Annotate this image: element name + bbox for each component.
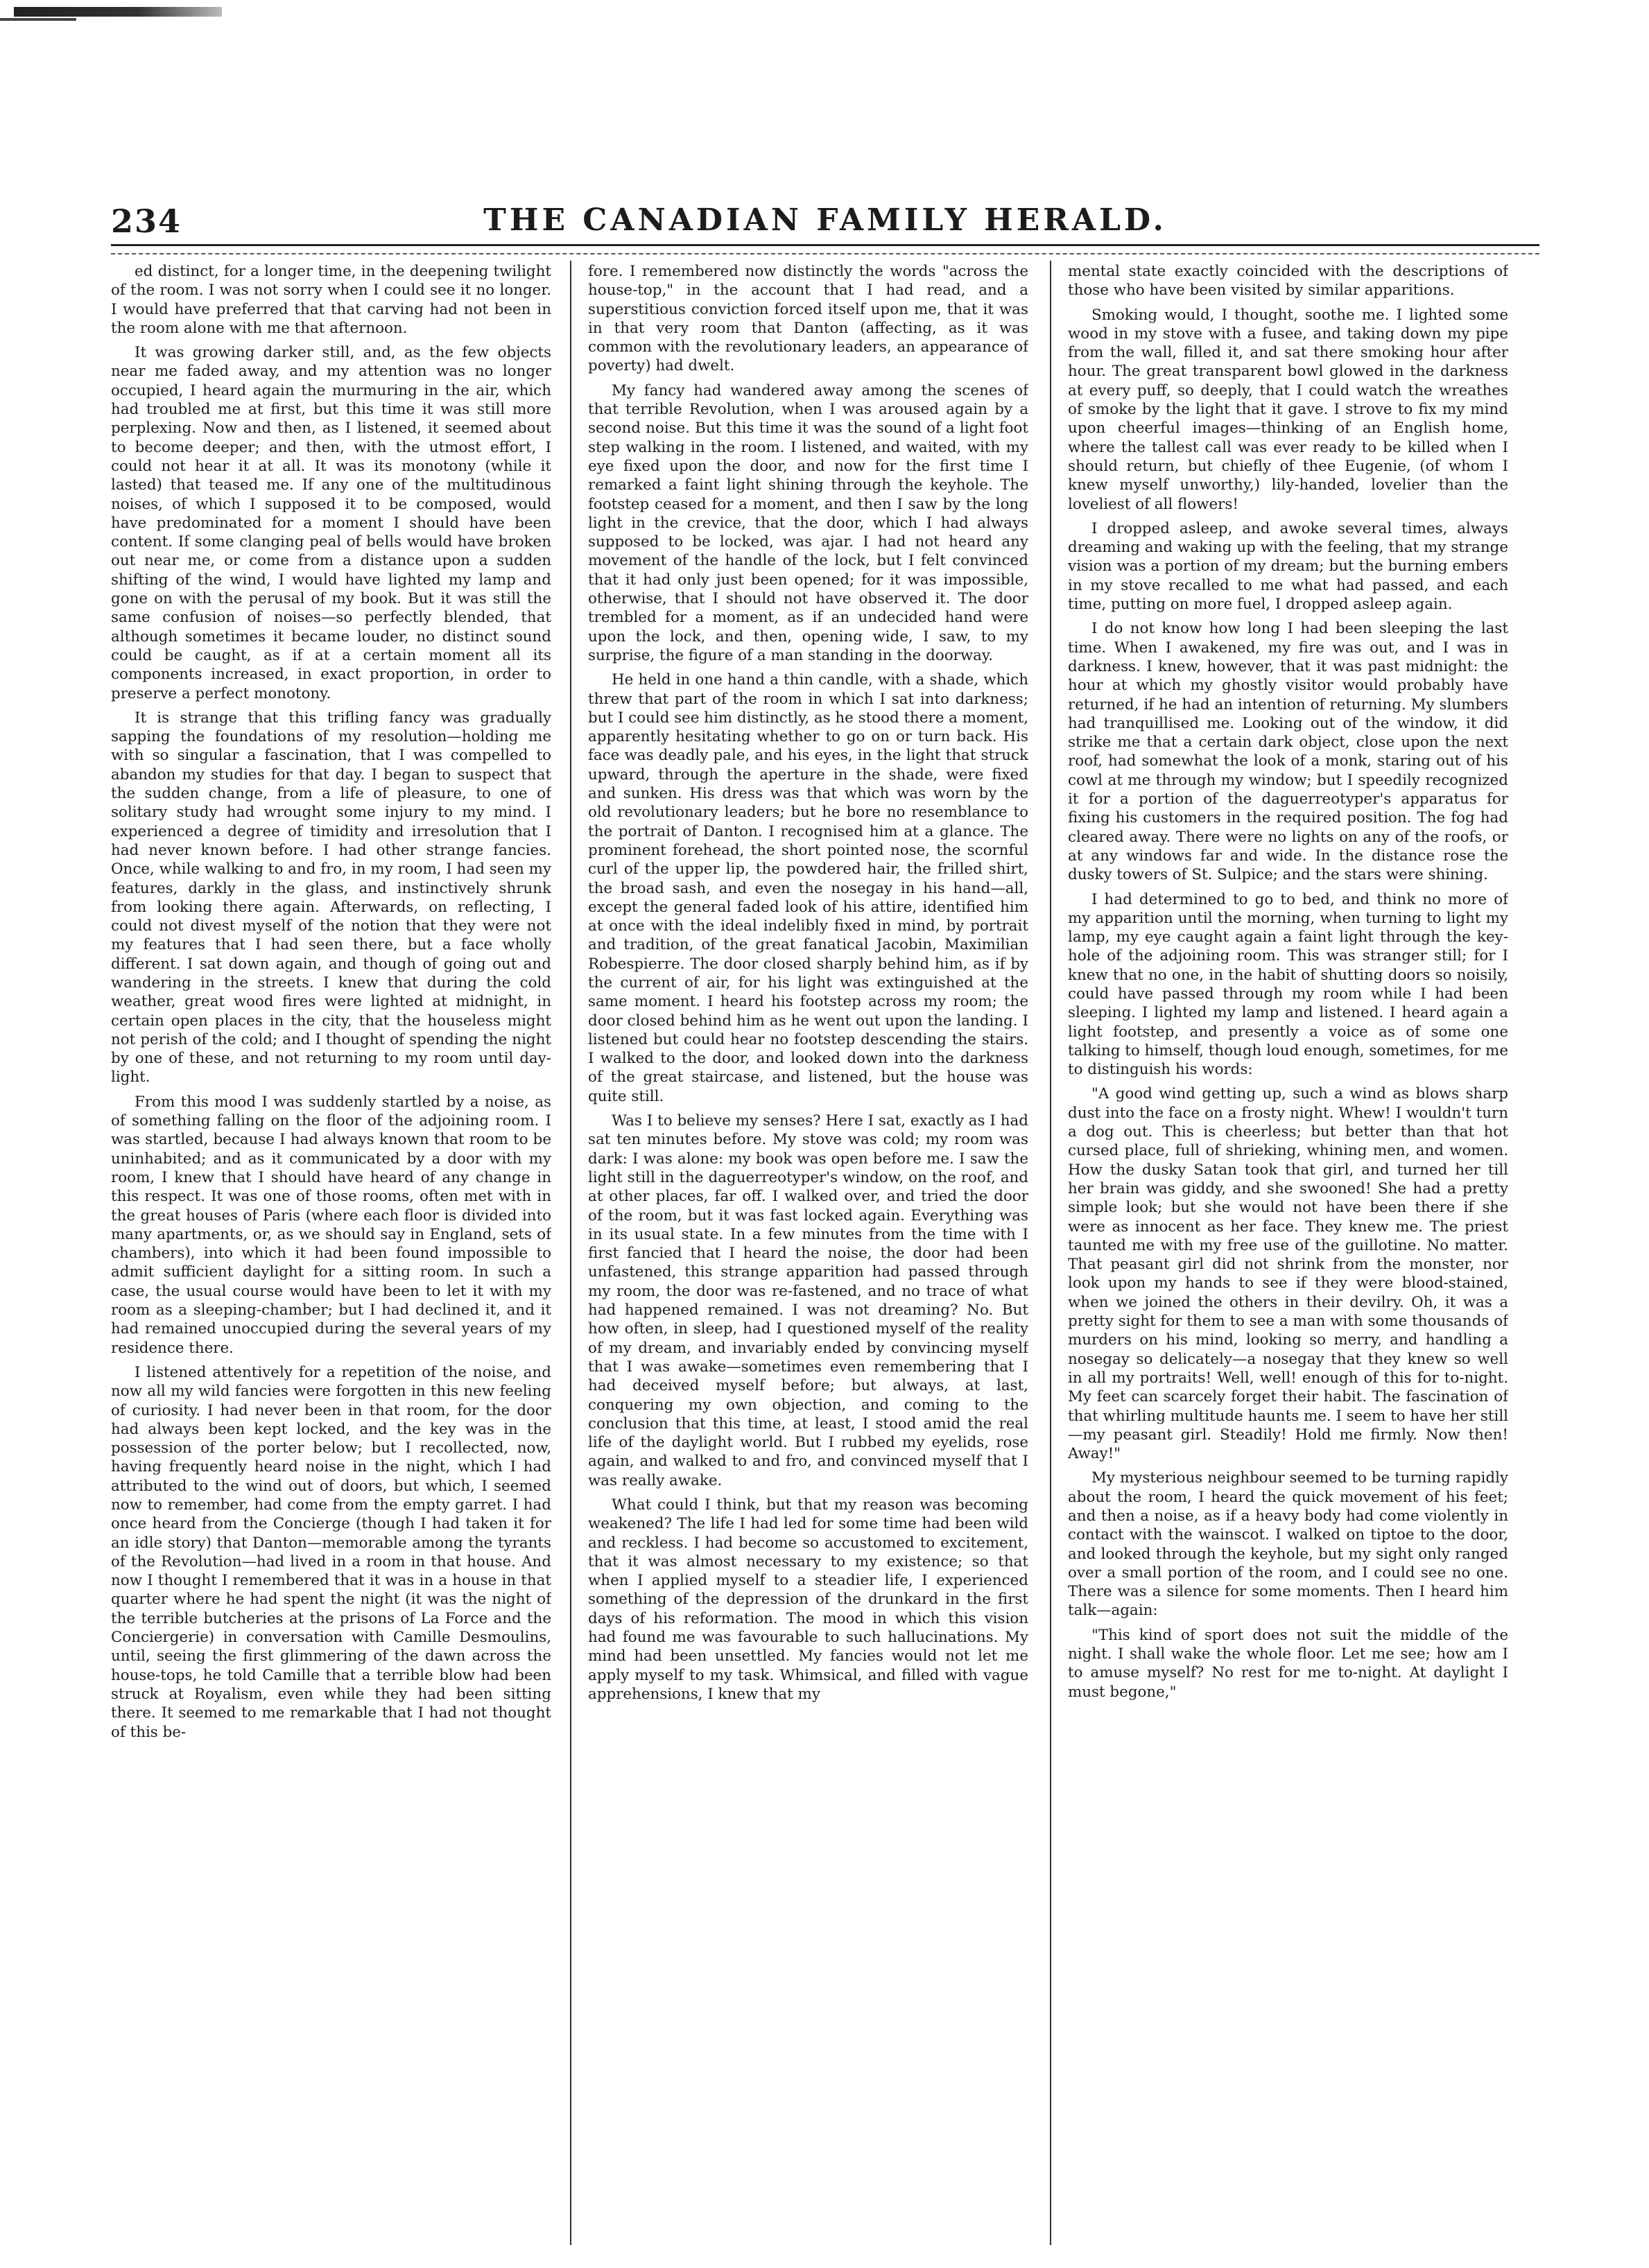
paragraph: My mysterious neighbour seemed to be turning rapidly about the room, I heard the quick movement of his feet; and then a noise, as if a heavy body had come violently in contact with the wainscot. I walked on tiptoe to the door, and looked through the keyhole, but my sight only ranged over a small portion of the room, and I could see no one. There was a silence for some moments. Then I heard him talk—again: <box>1068 1469 1508 1620</box>
masthead-title: THE CANADIAN FAMILY HERALD. <box>483 202 1167 238</box>
paragraph: I do not know how long I had been sleeping the last time. When I awakened, my fire was out, and I was in darkness. I knew, however, that it was past midnight: the hour at which my ghostly visitor would probably have returned, if he had an intention of returning. My slumbers had tranquillised me. Looking out of the window, it did strike me that a certain dark object, close upon the next roof, had somewhat the look of a monk, staring out of his cowl at me through my window; but I speedily recognized it for a portion of the daguerreotyper's apparatus for fixing his customers in the required position. The fog had cleared away. There were no lights on any of the roofs, or at any windows far and wide. In the distance rose the dusky towers of St. Sulpice; and the stars were shining. <box>1068 620 1508 884</box>
paragraph: It was growing darker still, and, as the few objects near me faded away, and my attention was no longer occupied, I heard again the murmuring in the air, which had troubled me at first, but this time it was still more perplexing. Now and then, as I listened, it seemed about to become deeper; and then, with the utmost effort, I could not hear it at all. It was its monotony (while it lasted) that teased me. If any one of the multitudinous noises, of which I supposed it to be composed, would have predominated for a moment I should have been content. If some clanging peal of bells would have broken out near me, or come from a distance upon a sudden shifting of the wind, I would have lighted my lamp and gone on with the perusal of my book. But it was still the same confusion of noises—so perfectly blended, that although sometimes it became louder, no distinct sound could be caught, as if at a certain moment all its components increased, in exact proportion, in order to preserve a perfect monotony. <box>111 344 551 702</box>
paragraph: My fancy had wandered away among the scenes of that terrible Revolution, when I was aroused again by a second noise. But this time it was the sound of a light foot step walking in the room. I listened, and waited, with my eye fixed upon the door, and now for the first time I remarked a faint light shining through the keyhole. The footstep ceased for a moment, and then I saw by the long light in the crevice, that the door, which I had always supposed to be locked, was ajar. I had not heard any movement of the handle of the lock, but I felt convinced that it had only just been opened; for it was impossible, otherwise, that I should not have observed it. The door trembled for a moment, as if an undecided hand were upon the lock, and then, opening wide, I saw, to my surprise, the figure of a man standing in the doorway. <box>588 381 1028 664</box>
paragraph: It is strange that this trifling fancy was gradually sapping the foundations of my resolution—holding me with so singular a fascination, that I was compelled to abandon my studies for that day. I began to suspect that the sudden change, from a life of pleasure, to one of solitary study had wrought some injury to my mind. I experienced a degree of timidity and irresolution that I had never known before. I had other strange fancies. Once, while walking to and fro, in my room, I had seen my features, darkly in the glass, and instinctively shrunk from looking there again. Afterwards, on reflecting, I could not divest myself of the notion that they were not my features that I had seen there, but a face wholly different. I sat down again, and though of going out and wandering in the streets. I knew that during the cold weather, great wood fires were lighted at midnight, in certain open places in the city, that the houseless might not perish of the cold; and I thought of spending the night by one of these, and not returning to my room until day-light. <box>111 709 551 1087</box>
scan-edge-mark-small <box>0 18 76 21</box>
text-column-3 <box>1068 262 1508 2245</box>
paragraph: I listened attentively for a repetition of the noise, and now all my wild fancies were forgotten in this new feeling of curiosity. I had never been in that room, for the door had always been kept locked, and the key was in the possession of the porter below; but I recollected, now, having frequently heard noise in the night, which I had attributed to the wind out of doors, but which, I seemed now to remember, had come from the empty garret. I had once heard from the Concierge (though I had taken it for an idle story) that Danton—memorable among the tyrants of the Revolution—had lived in a room in that house. And now I thought I remembered that it was in a house in that quarter where he had spent the night (it was the night of the terrible butcheries at the prisons of La Force and the Conciergerie) in conversation with Camille Desmoulins, until, seeing the first glimmering of the dawn across the house-tops, he told Camille that a terrible blow had been struck at Royalism, even while they had been sitting there. It seemed to me remarkable that I had not thought of this be- <box>111 1363 551 1741</box>
paragraph: "This kind of sport does not suit the middle of the night. I shall wake the whole floor. Let me see; how am I to amuse myself? No rest for me to-night. At daylight I must begone," <box>1068 1626 1508 1701</box>
paragraph: mental state exactly coincided with the descriptions of those who have been visited by similar apparitions. <box>1068 263 1508 300</box>
paragraph: ed distinct, for a longer time, in the deepening twilight of the room. I was not sorry when I could see it no longer. I would have preferred that that carving had not been in the room alone with me that afternoon. <box>111 263 551 337</box>
header-rule <box>111 244 1539 254</box>
paragraph: I had determined to go to bed, and think no more of my apparition until the morning, when turning to light my lamp, my eye caught again a faint light through the key-hole of the adjoining room. This was stranger still; for I knew that no one, in the habit of shutting doors so noisily, could have passed through my room while I had been sleeping. I lighted my lamp and listened. I heard again a light footstep, and presently a voice as of some one talking to himself, though loud enough, sometimes, for me to distinguish his words: <box>1068 890 1508 1079</box>
column-divider <box>1050 261 1051 2245</box>
scan-edge-mark <box>14 7 222 17</box>
text-column-2 <box>588 262 1028 2245</box>
paragraph: Smoking would, I thought, soothe me. I lighted some wood in my stove with a fusee, and taking down my pipe from the wall, filled it, and sat there smoking hour after hour. The great transparent bowl glowed in the darkness at every puff, so deeply, that I could watch the wreathes of smoke by the light that it gave. I strove to fix my mind upon cheerful images—thinking of an English home, where the tallest call was ever ready to be killed when I should return, but chiefly of thee Eugenie, (of whom I knew myself unworthy,) lily-handed, lovelier than the loveliest of all flowers! <box>1068 306 1508 513</box>
paragraph: fore. I remembered now distinctly the words "across the house-top," in the account that I had read, and a superstitious conviction forced itself upon me, that it was in that very room that Danton (affecting, as it was common with the revolutionary leaders, an appearance of poverty) had dwelt. <box>588 263 1028 375</box>
page-header <box>111 202 1539 239</box>
text-column-1 <box>111 262 551 2245</box>
column-divider <box>570 261 571 2245</box>
paragraph: I dropped asleep, and awoke several times, always dreaming and waking up with the feeling, that my strange vision was a portion of my dream; but the burning embers in my stove recalled to me what had passed, and each time, putting on more fuel, I dropped asleep again. <box>1068 519 1508 614</box>
paragraph: From this mood I was suddenly startled by a noise, as of something falling on the floor of the adjoining room. I was startled, because I had always known that room to be uninhabited; and as it communicated by a door with my room, I knew that I should have heard of any change in this respect. It was one of those rooms, often met with in the great houses of Paris (where each floor is divided into many apartments, or, as we should say in England, sets of chambers), into which it had been found impossible to admit sufficient daylight for a sitting room. In such a case, the usual course would have been to let it with my room as a sleeping-chamber; but I had declined it, and it had remained unoccupied during the several years of my residence there. <box>111 1093 551 1357</box>
paragraph: Was I to believe my senses? Here I sat, exactly as I had sat ten minutes before. My stove was cold; my room was dark: I was alone: my book was open before me. I saw the light still in the daguerreotyper's window, on the roof, and at other places, far off. I walked over, and tried the door of the room, but it was fast locked again. Everything was in its usual state. In a few minutes from the time with I first fancied that I heard the noise, the door had been unfastened, this strange apparition had passed through my room, the door was re-fastened, and no trace of what had happened remained. I was not dreaming? No. But how often, in sleep, had I questioned myself of the reality of my dream, and invariably ended by convincing myself that I was awake—sometimes even remembering that I had deceived myself before; but always, at last, conquering my own objection, and coming to the conclusion that this time, at least, I stood amid the real life of the daylight world. But I rubbed my eyelids, rose again, and walked to and fro, and convinced myself that I was really awake. <box>588 1112 1028 1489</box>
paragraph: He held in one hand a thin candle, with a shade, which threw that part of the room in which I sat into darkness; but I could see him distinctly, as he stood there a moment, apparently hesitating whether to go on or turn back. His face was deadly pale, and his eyes, in the light that struck upward, through the aperture in the shade, were fixed and sunken. His dress was that which was worn by the old revolutionary leaders; but he bore no resemblance to the portrait of Danton. I recognised him at a glance. The prominent forehead, the short pointed nose, the scornful curl of the upper lip, the powdered hair, the frilled shirt, the broad sash, and even the nosegay in his hand—all, except the general faded look of his attire, identified him at once with the ideal indelibly fixed in mind, by portrait and tradition, of the great fanatical Jacobin, Maximilian Robespierre. The door closed sharply behind him, as if by the current of air, for his light was extinguished at the same moment. I heard his footstep across my room; the door closed behind him as he went out upon the landing. I listened but could hear no footstep descending the stairs. I walked to the door, and looked down into the darkness of the great staircase, and listened, but the house was quite still. <box>588 671 1028 1105</box>
page-number: 234 <box>111 202 182 240</box>
paragraph: What could I think, but that my reason was becoming weakened? The life I had led for some time had been wild and reckless. I had become so accustomed to excitement, that it was almost necessary to my existence; so that when I applied myself to a steadier life, I experienced something of the depression of the drunkard in the first days of his reformation. The mood in which this vision had found me was favourable to such hallucinations. My mind had been unsettled. My fancies would not let me apply myself to my task. Whimsical, and filled with vague apprehensions, I knew that my <box>588 1496 1028 1703</box>
paragraph: "A good wind getting up, such a wind as blows sharp dust into the face on a frosty night. Whew! I wouldn't turn a dog out. This is cheerless; but better than that hot cursed place, full of shrieking, whining men, and women. How the dusky Satan took that girl, and turned her till her brain was giddy, and she swooned! She had a pretty simple look; but she would not have been there if she were as innocent as her face. They knew me. The priest taunted me with my free use of the guillotine. No matter. That peasant girl did not shrink from the monster, nor look upon my hands to see if they were blood-stained, when we joined the others in their devilry. Oh, it was a pretty sight for them to see a man with some thousands of murders on his mind, looking so merry, and handling a nosegay so delicately—a nosegay that they knew so well in all my portraits! Well, well! enough of this for to-night. My feet can scarcely forget their habit. The fascination of that whirling multitude haunts me. I seem to have her still—my peasant girl. Steadily! Hold me firmly. Now then! Away!" <box>1068 1085 1508 1463</box>
